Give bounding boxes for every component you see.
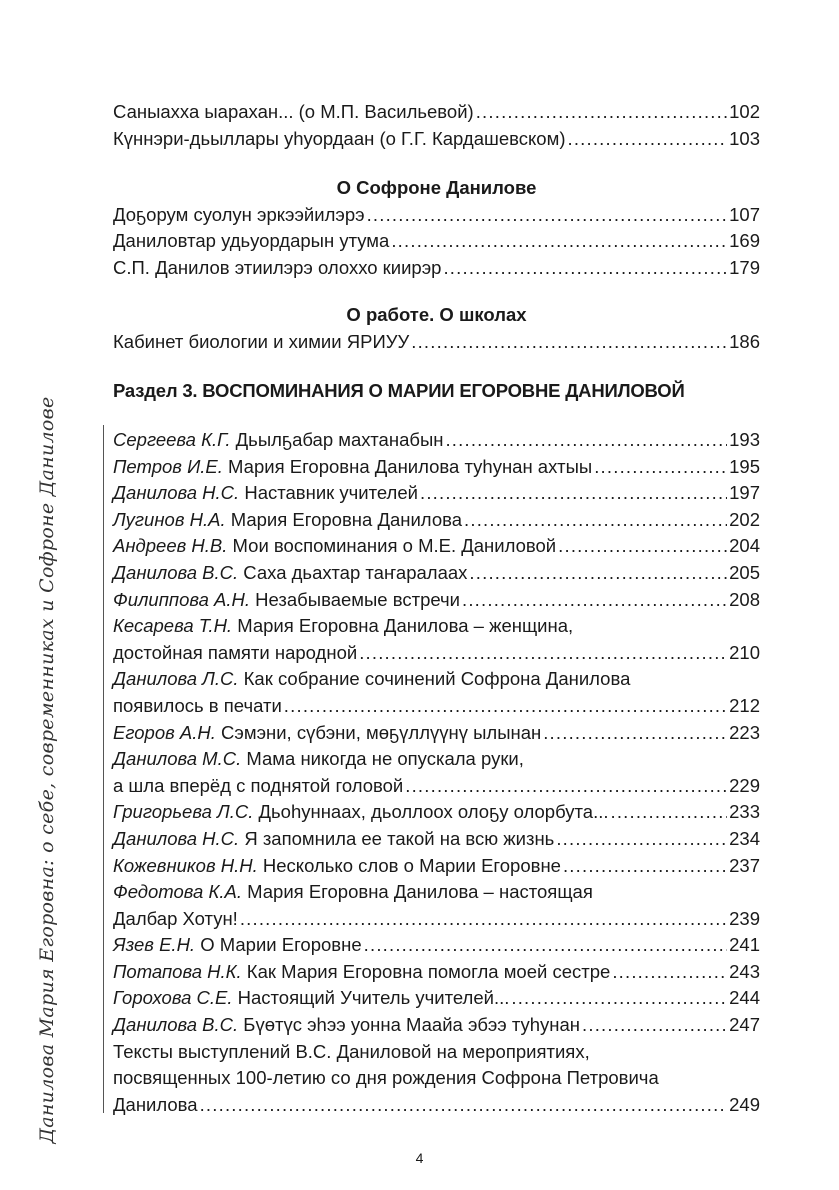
toc-section-3-entries [113,427,760,1118]
entry-text [113,329,409,356]
entry-author: Андреев Н.В. [113,535,228,557]
entry-title: Мария Егоровна Данилова – настоящая [242,881,593,903]
entry-author: Сергеева К.Г. [113,429,231,450]
dot-leader [610,959,727,986]
entry-author: Данилова Н.С. [113,482,240,504]
toc-entry-line [113,693,760,720]
dot-leader [409,329,727,356]
page-ref: 202 [729,508,760,530]
entry-title: Саха дьахтар таҥаралаах [238,561,468,583]
entry-text [113,693,282,720]
entry-author: Язев Е.Н. [113,934,196,956]
dot-leader [403,773,727,800]
page-ref: 212 [729,694,760,716]
page-ref: 244 [729,987,760,1009]
vertical-rule [103,425,104,1113]
toc-entry-line [113,99,760,126]
toc-group-work [113,302,760,355]
page-ref: 169 [729,230,760,252]
dot-leader [556,533,727,560]
page-ref: 229 [729,774,760,796]
toc-entry-line [113,879,760,906]
entry-title: Даниловтар удьуордарын утума [113,230,390,252]
toc-entry-line [113,1039,760,1066]
toc-entry-line [113,1092,760,1119]
entry-title-cont: Далбар Хотун! [113,907,238,929]
entry-title: Мария Егоровна Данилова [225,508,463,530]
entry-author: Филиппова А.Н. [113,588,251,610]
entry-text [113,906,238,933]
entry-text [113,799,608,826]
page-ref: 234 [729,827,760,849]
entry-title: Мои воспоминания о М.Е. Даниловой [227,535,557,557]
dot-leader [462,507,727,534]
toc-entry-line [113,427,760,454]
toc-top-entries [113,99,760,152]
page-ref: 208 [729,588,760,610]
toc-entry-line [113,906,760,933]
entry-text [113,613,573,640]
entry-title: Наставник учителей [239,482,418,504]
entry-text [113,985,509,1012]
page-ref: 243 [729,960,760,982]
entry-title-cont: Данилова [113,1093,198,1115]
entry-title: Сэмэни, сүбэни, мөҕүллүүнү ылынан [215,721,542,743]
toc-entry-line [113,587,760,614]
dot-leader [561,853,727,880]
entry-author: Кожевников Н.Н. [113,854,258,876]
dot-leader [282,693,727,720]
page-ref: 186 [729,330,760,352]
dot-leader [198,1092,728,1119]
dot-leader [592,454,727,481]
dot-leader [580,1012,727,1039]
dot-leader [474,99,727,126]
entry-text [113,587,460,614]
page-ref: 204 [729,535,760,557]
dot-leader [565,126,727,153]
entry-text [113,720,541,747]
entry-title-cont: а шла вперёд с поднятой головой [113,774,404,796]
toc-group-sofron [113,175,760,281]
toc-entry-line [113,853,760,880]
entry-title: Я запомнила ее такой на всю жизнь [239,827,555,849]
dot-leader [418,480,727,507]
entry-text [113,1092,198,1119]
entry-title: Доҕорум суолун эркээйилэрэ [113,203,365,225]
entry-author: Григорьева Л.С. [113,801,254,823]
entry-title: Дьоһуннаах, дьоллоох олоҕу олорбута... [253,801,609,823]
entry-title: Дьылҕабар махтанабын [230,429,444,450]
page-ref: 197 [729,482,760,504]
toc-entry-line [113,329,760,356]
entry-author: Данилова Н.С. [113,827,240,849]
dot-leader [467,560,727,587]
page-ref: 107 [729,203,760,225]
entry-text [113,959,610,986]
entry-text [113,853,561,880]
toc-entry-line [113,959,760,986]
entry-text [113,126,565,153]
dot-leader [365,202,728,229]
entry-text [113,507,462,534]
toc-entry-line [113,666,760,693]
entry-text [113,255,441,282]
dot-leader [608,799,727,826]
entry-title: Кабинет биологии и химии ЯРИУУ [113,330,410,352]
entry-title: Незабываемые встречи [250,588,460,610]
entry-title: Как Мария Егоровна помогла моей сестре [241,960,611,982]
dot-leader [443,427,727,454]
entry-text [113,640,357,667]
dot-leader [441,255,727,282]
dot-leader [389,228,727,255]
toc-entry-line [113,533,760,560]
entry-title: Несколько слов о Марии Егоровне [257,854,561,876]
entry-author: Горохова С.Е. [113,987,233,1009]
toc-entry-line [113,202,760,229]
entry-text [113,99,474,126]
dot-leader [509,985,727,1012]
entry-title-cont: появилось в печати [113,694,282,716]
entry-text [113,1012,580,1039]
entry-title-cont: достойная памяти народной [113,641,358,663]
page-ref: 239 [729,907,760,929]
page-ref: 179 [729,256,760,278]
toc-entry-line [113,454,760,481]
page-ref: 210 [729,641,760,663]
entry-text [113,560,467,587]
page-ref: 249 [729,1093,760,1115]
entry-title: Как собрание сочинений Софрона Данилова [238,668,631,690]
toc-entry-line [113,1012,760,1039]
entry-text [113,826,554,853]
entry-title: Мария Егоровна Данилова – женщина, [232,615,574,637]
page-ref: 233 [729,801,760,823]
toc-entry-line [113,480,760,507]
toc-entry-line [113,126,760,153]
entry-text [113,427,443,454]
dot-leader [554,826,727,853]
page-ref: 223 [729,721,760,743]
page-ref: 205 [729,561,760,583]
entry-text [113,454,592,481]
toc-entry-line [113,746,760,773]
entry-text [113,879,593,906]
entry-author: Кесарева Т.Н. [113,615,233,637]
toc-entry-line [113,507,760,534]
toc-entry-line [113,228,760,255]
entry-text [113,480,418,507]
entry-author: Данилова М.С. [113,748,242,770]
entry-title: Бүөтүс эһээ уонна Маайа эбээ туһунан [238,1014,581,1036]
entry-author: Федотова К.А. [113,881,242,903]
entry-title-cont: посвященных 100-летию со дня рождения Софрона Петровича [113,1067,659,1089]
toc-entry-line [113,560,760,587]
entry-text [113,932,362,959]
toc-section-3 [113,378,760,405]
toc-entry-line [113,773,760,800]
page-ref: 237 [729,854,760,876]
entry-title: Саныахха ыарахан... (о М.П. Васильевой) [113,101,474,122]
dot-leader [357,640,727,667]
toc-entry-line [113,640,760,667]
dot-leader [362,932,727,959]
entry-text [113,228,389,255]
group-heading: О работе. О школах [346,304,527,325]
entry-title: Мама никогда не опускала руки, [241,748,524,770]
entry-title: Мария Егоровна Данилова туһунан ахтыы [222,455,593,477]
entry-text [113,533,556,560]
toc-entry-line [113,985,760,1012]
entry-text [113,202,365,229]
dot-leader [541,720,727,747]
entry-title: О Марии Егоровне [195,934,362,956]
dot-leader [238,906,727,933]
entry-text [113,773,403,800]
entry-author: Данилова В.С. [113,561,239,583]
toc-entry-line [113,1065,760,1092]
toc-entry-line [113,720,760,747]
entry-author: Данилова В.С. [113,1014,239,1036]
page-ref: 103 [729,127,760,149]
entry-title: Күннэри-дьыллары уһуордаан (о Г.Г. Кардашевском) [113,127,566,149]
entry-title: С.П. Данилов этиилэрэ олоххо киирэр [113,256,442,278]
toc-entry-line [113,932,760,959]
toc-entry-line [113,255,760,282]
entry-title: Настоящий Учитель учителей... [232,987,510,1009]
dot-leader [460,587,727,614]
entry-title: Тексты выступлений В.С. Даниловой на мероприятиях, [113,1040,590,1062]
page-number: 4 [415,1150,424,1166]
section-title: Раздел 3. ВОСПОМИНАНИЯ О МАРИИ ЕГОРОВНЕ ДАНИЛОВОЙ [113,380,685,401]
entry-author: Лугинов Н.А. [113,508,226,530]
entry-text [113,746,524,773]
group-heading: О Софроне Данилове [336,177,537,198]
page-ref: 102 [729,101,760,122]
entry-text [113,1039,590,1066]
page-ref: 195 [729,455,760,477]
entry-text [113,666,630,693]
toc-entry-line [113,799,760,826]
entry-author: Егоров А.Н. [113,721,216,743]
page-ref: 193 [729,429,760,450]
page-ref: 241 [729,934,760,956]
entry-author: Потапова Н.К. [113,960,242,982]
page-ref: 247 [729,1014,760,1036]
entry-author: Данилова Л.С. [113,668,239,690]
toc-entry-line [113,826,760,853]
entry-author: Петров И.Е. [113,455,223,477]
toc-entry-line [113,613,760,640]
